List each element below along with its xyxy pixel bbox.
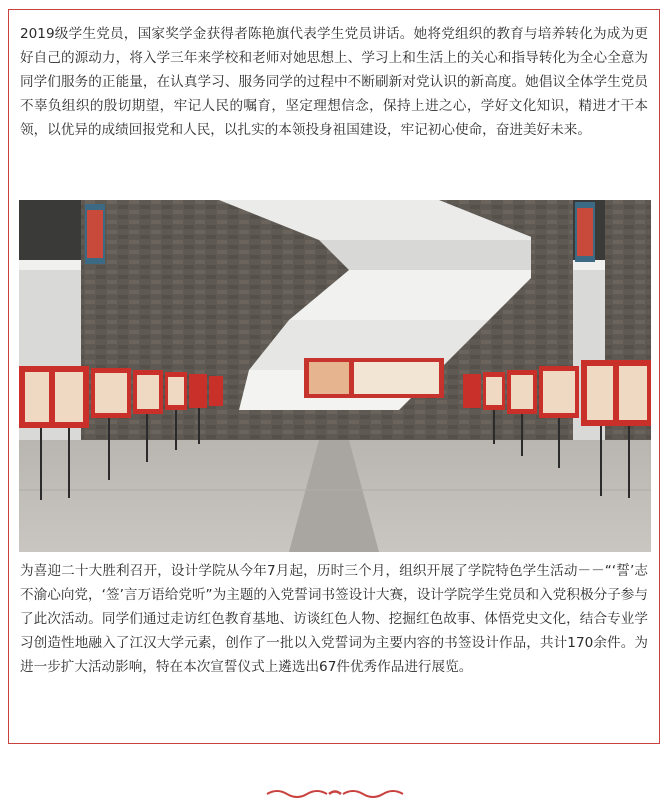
- article-paragraph-2: 为喜迎二十大胜利召开，设计学院从今年7月起，历时三个月，组织开展了学院特色学生活动－－“‘誓’志不渝心向党，‘签’言万语给党听”为主题的入党誓词书签设计大赛，设计学院学生党员和入党积极分子参与了此次活动。同学们通过走访红色教育基地、访谈红色人物、挖掘红色故事、体悟党史文化，结合专业学习创造性地融入了江汉大学元素，创作了一批以入党誓词为主要内容的书签设计作品，共计170余件。为进一步扩大活动影响，特在本次宣誓仪式上遴选出67件优秀作品进行展览。: [20, 563, 648, 675]
- article-paragraph-1: 2019级学生党员，国家奖学金获得者陈艳旗代表学生党员讲话。她将党组织的教育与培养转化为成为更好自己的源动力，将入学三年来学校和老师对她思想上、学习上和生活上的关心和指导转化为全心全意为同学们服务的正能量，在认真学习、服务同学的过程中不断刷新对党认识的新高度。她倡议全体学生党员不辜负组织的殷切期望，牢记人民的嘱育，坚定理想信念，保持上进之心，学好文化知识，精进才干本领，以优异的成绩回报党和人民，以扎实的本领投身祖国建设，牢记初心使命，奋进美好未来。: [20, 26, 648, 138]
- wave-divider-icon: [265, 786, 405, 800]
- exhibition-photo: [19, 200, 651, 552]
